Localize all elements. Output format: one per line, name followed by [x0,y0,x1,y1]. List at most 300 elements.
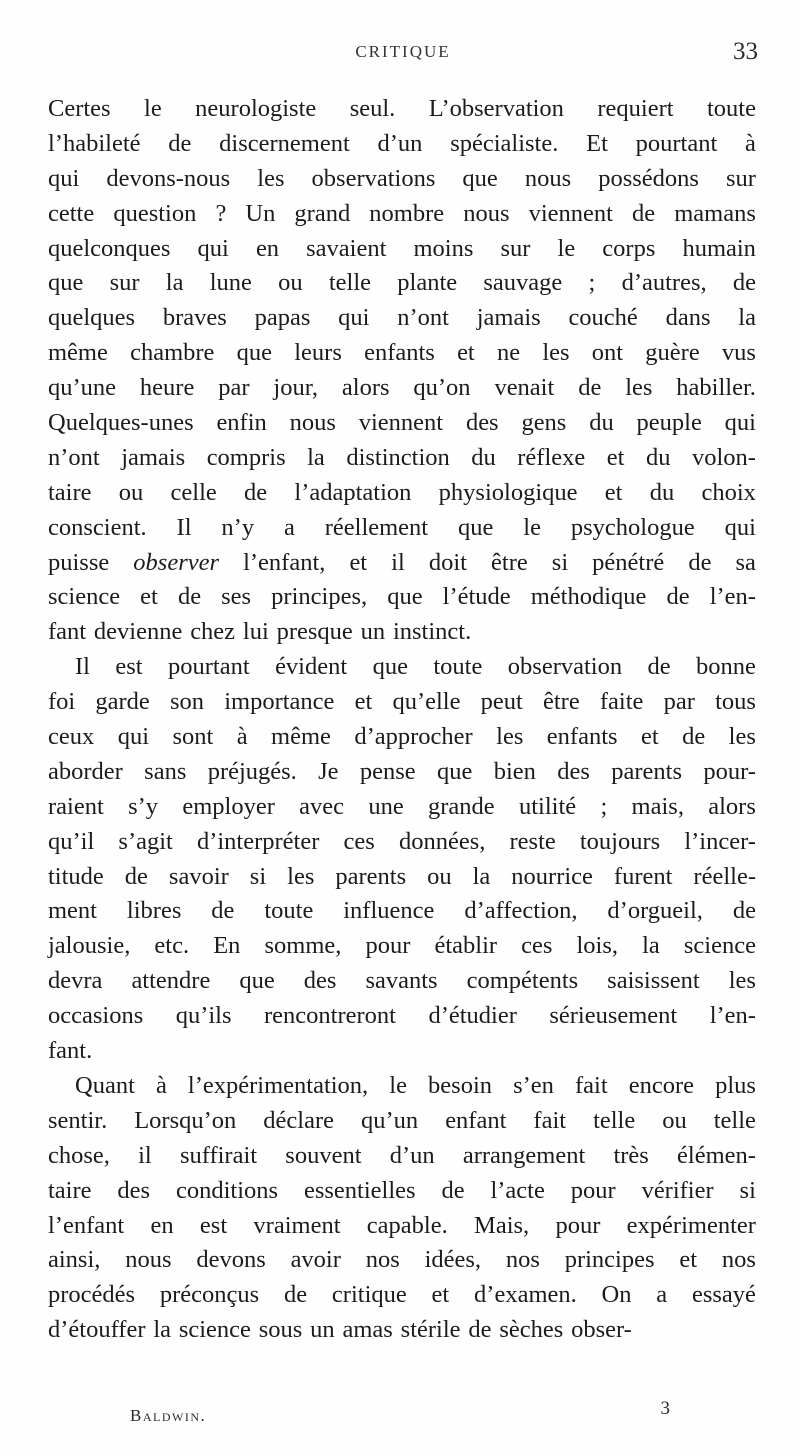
word: telle [593,1106,636,1134]
word: qu’elle [392,688,461,716]
word: toute [707,95,756,122]
word: ou [427,862,452,890]
word: taire [48,1176,92,1204]
word: d’orgueil, [607,897,703,925]
word: stérile [400,1316,461,1344]
text-line [48,615,756,650]
word: principes, [271,583,368,611]
word: nourrice [511,862,593,890]
word: idées, [424,1246,482,1274]
word: du [649,478,675,506]
word: viennent [358,409,444,437]
word: méthodique [530,583,647,611]
word: raient [48,792,104,820]
word: le [144,95,162,122]
word: jour, [273,374,319,402]
word: habiller. [676,374,756,402]
word: ses [221,583,252,611]
word: de [468,1316,492,1344]
word: et [431,1281,450,1309]
word: ? [215,199,227,227]
word: fait [574,1071,608,1099]
word: être [543,688,580,716]
word: même [48,339,108,367]
word: des [303,967,337,995]
word: à [745,129,756,157]
word: papas [254,304,311,332]
word: peuple [636,409,702,437]
word: enfin [216,409,267,437]
word: qu’il [48,827,95,855]
word: ne [496,339,521,367]
word: chambre [130,339,215,367]
word: déclare [263,1106,335,1134]
word: ont [591,339,624,367]
word: de [211,897,235,925]
word: importance [224,688,335,716]
word: ment [48,897,97,925]
text-line [48,755,756,790]
word: mais, [631,792,684,820]
word: de [682,723,706,751]
word: qu’ils [175,1002,232,1030]
word: doit [428,548,467,576]
word: influence [343,897,435,925]
word: l’expérimentation, [187,1071,369,1099]
word: enfants [546,723,618,751]
word: en [255,234,280,262]
word: instinct. [392,618,472,646]
word: Lorsqu’on [134,1106,237,1134]
word: d’un [377,129,423,157]
word: que [48,269,84,297]
word: sèches [499,1316,564,1344]
word: employer [182,792,275,820]
word: besoin [428,1071,492,1099]
word: est [199,1211,228,1239]
word: science [683,932,756,960]
word: Un [245,199,276,227]
word: suffirait [179,1141,258,1169]
word: neurologiste [195,95,317,122]
word: ; [600,792,608,820]
word: de [168,129,192,157]
word: que [387,583,423,611]
word: de [124,862,148,890]
word: par [218,374,250,402]
word: somme, [264,932,342,960]
word: en [150,1211,174,1239]
text-line [48,964,756,999]
word: souvent [285,1141,362,1169]
word: par [663,688,695,716]
word: leurs [294,339,342,367]
word: de [647,653,671,681]
word: enfant [445,1106,507,1134]
word: les [287,862,315,890]
word: nous [524,164,572,192]
paragraph [48,650,756,1069]
word: plante [397,269,458,297]
text-line [48,266,756,301]
word: foi [48,688,76,716]
word: la [307,443,325,471]
word: d’étudier [428,1002,517,1030]
word: devons [196,1246,266,1274]
word: pour- [703,757,756,785]
word: celle [170,478,217,506]
word: compris [206,443,286,471]
word: les [625,374,653,402]
word: sur [725,164,756,192]
word: les [257,164,285,192]
word: des [465,409,499,437]
text-line [48,650,756,685]
word: l’étude [442,583,511,611]
word: pour [570,1176,616,1204]
word: amas [342,1316,393,1344]
word: que [437,757,473,785]
word: Il [75,653,90,681]
word: des [117,1176,151,1204]
word: chez [190,618,236,646]
word: sauvage [483,269,563,297]
word: seul. [349,95,396,122]
word: sentir. [48,1106,108,1134]
word: science [178,1316,251,1344]
word: nos [505,1246,540,1274]
word: pénétré [592,548,665,576]
word: procédés [48,1281,136,1309]
word: parents [611,757,682,785]
word: est [115,653,143,681]
word: nous [289,409,336,437]
page-footer [130,1398,670,1438]
word: sur [500,234,531,262]
word: l’en- [709,583,756,611]
word: établir [434,932,498,960]
word: pourtant [168,653,250,681]
word: pour [555,1211,601,1239]
word: puisse [48,548,110,576]
word: occasions [48,1002,144,1030]
word: la [153,1316,172,1344]
word: jalousie, [48,932,131,960]
word: la [642,932,660,960]
word: les [496,723,524,751]
word: quelques [48,304,136,332]
word: qui [724,513,756,541]
word: de [177,583,202,611]
word: même [271,723,331,751]
text-line [48,1034,756,1069]
word: vraiment [253,1211,341,1239]
word: Et [586,129,608,157]
text-line [48,1243,756,1278]
word: reste [509,827,556,855]
word: du [589,409,614,437]
text-line [48,1313,756,1348]
word: l’adaptation [294,478,412,506]
word: d’étouffer [48,1316,146,1344]
word: pourtant [635,129,718,157]
word: et [640,723,659,751]
word: données, [398,827,486,855]
text-line [48,406,756,441]
word: enfants [364,339,435,367]
word: toujours [579,827,661,855]
word: parents [335,862,407,890]
word: n’ont [397,304,449,332]
word: s’y [128,792,159,820]
word: alors [341,374,390,402]
word: ceux [48,723,95,751]
word: à [236,723,248,751]
word: les [542,339,570,367]
text-line [48,790,756,825]
word: observation [507,653,623,681]
word: que [372,653,408,681]
word: nous [463,199,510,227]
text-line [48,1278,756,1313]
word: le [523,513,541,541]
word: à [155,1071,167,1099]
text-line [48,1139,756,1174]
word: l’enfant, [243,548,326,576]
word: gens [521,409,567,437]
word: la [165,269,184,297]
body-text [48,92,756,1348]
word: telle [328,269,372,297]
word: de [732,897,756,925]
word: Certes [48,95,111,122]
text-line [48,546,756,581]
word: élémen- [677,1141,756,1169]
word: qui [117,723,149,751]
word: chose, [48,1141,110,1169]
word: arrangement [462,1141,586,1169]
word: principes [564,1246,655,1274]
word: une [368,792,404,820]
word: sont [172,723,214,751]
word: psychologue [570,513,695,541]
word: savaient [306,234,387,262]
word: spécialiste. [450,129,559,157]
page-number: 33 [733,38,758,65]
text-line [48,232,756,267]
word: pour [365,932,411,960]
word: aborder [48,757,123,785]
word: avec [299,792,345,820]
word: devienne [93,618,183,646]
word: capable. [366,1211,448,1239]
word: que [462,164,498,192]
word: qu’un [361,1106,419,1134]
word: préjugés. [207,757,297,785]
word: si [551,548,569,576]
word: quelconques [48,234,171,262]
word: a [283,513,295,541]
word: il [391,548,405,576]
word: et [679,1246,698,1274]
word: volon- [691,443,756,471]
word: garde [95,688,150,716]
word: rencontreront [264,1002,396,1030]
word: s’agit [118,827,173,855]
word: utilité [518,792,577,820]
word: préconçus [159,1281,260,1309]
word: Il [176,513,192,541]
word: braves [162,304,227,332]
word: les [728,723,756,751]
word: ou [278,269,303,297]
text-line [48,371,756,406]
word: possédons [598,164,699,192]
text-line [48,301,756,336]
word: que [458,513,494,541]
word: ; [588,269,596,297]
word: son [169,688,205,716]
text-line [48,127,756,162]
word: de [578,374,602,402]
text-line [48,1104,756,1139]
word: la [738,304,756,332]
word: que [239,967,275,995]
word: question [113,199,197,227]
word: le [557,234,576,262]
text-line [48,580,756,615]
word: les [728,967,756,995]
word: nombre [369,199,445,227]
word: très [613,1141,649,1169]
word: obser- [571,1316,632,1344]
word: furent [613,862,673,890]
word: savants [365,967,438,995]
word: et [349,548,368,576]
word: science [48,583,121,611]
word: observations [311,164,436,192]
word: peut [480,688,523,716]
printer-signature: Baldwin. [130,1406,207,1425]
text-line [48,929,756,964]
word: saisissent [607,967,700,995]
word: l’en- [709,1002,756,1030]
word: discernement [219,129,350,157]
word: vus [721,339,756,367]
word: ces [521,932,553,960]
word: l’incer- [684,827,756,855]
text-line [48,860,756,895]
word: taire [48,478,92,506]
word: de [666,583,690,611]
word: Mais, [474,1211,530,1239]
word: de [284,1281,308,1309]
word: fant [48,618,87,646]
word: d’interpréter [196,827,320,855]
word: nos [721,1246,756,1274]
word: ainsi, [48,1246,101,1274]
word: l’habileté [48,129,141,157]
word: n’ont [48,443,100,471]
word: presque [276,618,353,646]
word: Je [318,757,339,785]
word: encore [628,1071,695,1099]
word: du [471,443,496,471]
word: couché [568,304,638,332]
word: guère [645,339,700,367]
word: expérimenter [626,1211,756,1239]
word: pense [359,757,416,785]
page-header [48,38,758,78]
word: physiologique [438,478,578,506]
word: conscient. [48,513,147,541]
word: sous [258,1316,303,1344]
word: etc. [154,932,190,960]
word: d’examen. [474,1281,577,1309]
word: On [601,1281,632,1309]
word: sa [735,548,756,576]
word: Quant [75,1071,135,1099]
word: si [249,862,267,890]
word: évident [275,653,348,681]
word: attendre [131,967,211,995]
word: et [140,583,158,611]
word: de [632,199,656,227]
word: essentielles [303,1176,416,1204]
word: et [457,339,475,367]
word: réflexe [517,443,586,471]
word: sur [109,269,140,297]
word: la [472,862,491,890]
text-line [48,685,756,720]
word: l’enfant [48,1211,125,1239]
word: distinction [346,443,450,471]
text-line [48,476,756,511]
text-line [48,894,756,929]
word: qui [48,164,80,192]
text-line [48,336,756,371]
word: cette [48,199,95,227]
word: grand [294,199,351,227]
word: de [688,548,712,576]
word: qui [338,304,370,332]
word: réellement [324,513,429,541]
word: que [236,339,273,367]
word: nous [125,1246,172,1274]
text-line [48,441,756,476]
word: d’autres, [621,269,707,297]
word: et [354,688,373,716]
word: lune [209,269,252,297]
running-title: CRITIQUE [355,42,451,61]
word: toute [264,897,314,925]
word: sérieusement [549,1002,678,1030]
word: humain [682,234,756,262]
word: choix [701,478,756,506]
word: vérifier [641,1176,714,1204]
word: d’affection, [464,897,578,925]
text-line [48,825,756,860]
text-line [48,720,756,755]
paragraph [48,1069,756,1348]
emphasized-word: observer [133,548,220,576]
word: nos [365,1246,400,1274]
word: jamais [121,443,186,471]
word: ces [343,827,375,855]
word: requiert [597,95,674,122]
word: L’observation [428,95,564,122]
word: qui [197,234,229,262]
